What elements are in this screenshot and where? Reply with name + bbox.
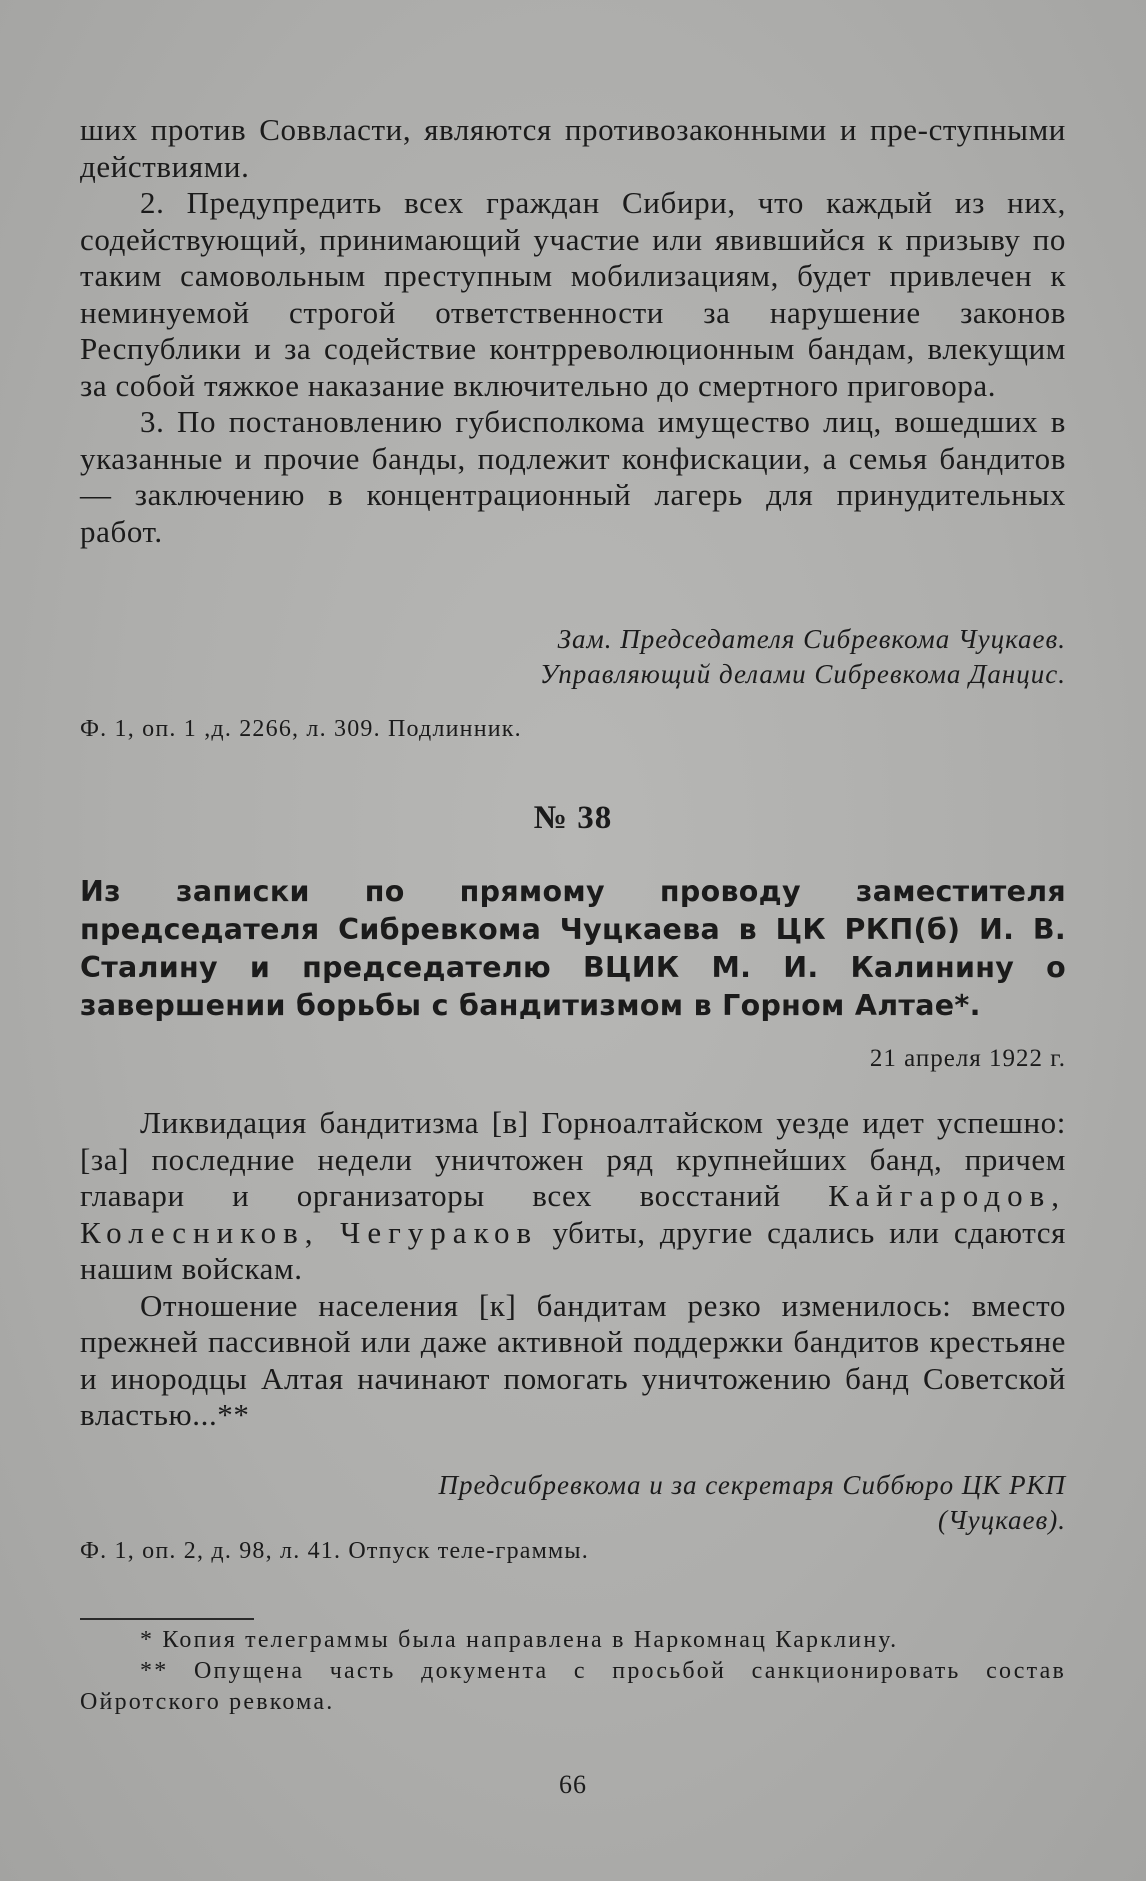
document-body xyxy=(80,1105,1066,1434)
document-title-text: Из записки по прямому проводу заместителя председателя Сибревкома Чуцкаева в ЦК РКП(б) И. В. Сталину и председателю ВЦИК М. И. Калинину о завершении борьбы с бандитизмом в Горном Алтае*. xyxy=(80,875,1066,1022)
document-number xyxy=(80,800,1066,837)
source-reference-2 xyxy=(80,1535,640,1567)
decree-item-2: 2. Предупредить всех граждан Сибири, что каждый из них, содействующий, принимающий участие или явившийся к призыву по таким самовольным преступным мобилизациям, будет привлечен к неминуемой строгой ответственности за нарушение законов Республики и за содействие контрреволюционным бандам, влекущим за собой тяжкое наказание включительно до смертного приговора. xyxy=(80,185,1066,403)
signature-managing-director: Управляющий делами Сибревкома Данцис. xyxy=(539,659,1066,689)
continued-decree-text xyxy=(80,112,1066,550)
document-title xyxy=(80,873,1066,1025)
decree-item-3: 3. По постановлению губисполкома имущество лиц, вошедших в указанные и прочие банды, подлежит конфискации, а семья бандитов — заключению в концентрационный лагерь для принудительных работ. xyxy=(80,404,1066,549)
footnote-1: * Копия телеграммы была направлена в Наркомнац Карклину. xyxy=(140,1627,899,1653)
source-reference-1 xyxy=(80,713,1066,745)
signatures-block-2 xyxy=(80,1468,1066,1538)
body-paragraph-2: Отношение населения [к] бандитам резко изменилось: вместо прежней пассивной или даже активной поддержки бандитов крестьяне и инородцы Алтая начинают помогать уничтожению банд Советской властью...** xyxy=(80,1287,1066,1432)
signature-deputy-chairman: Зам. Председателя Сибревкома Чуцкаев. xyxy=(557,624,1066,654)
document-date xyxy=(80,1045,1066,1073)
footnotes xyxy=(80,1625,1066,1718)
page-number: 66 xyxy=(559,1770,587,1799)
footnote-2: ** Опущена часть документа с просьбой санкционировать состав Ойротского ревкома. xyxy=(80,1658,1066,1715)
body-paragraph-1 xyxy=(80,1105,1066,1288)
document-number-text: № 38 xyxy=(533,800,613,836)
decree-item-continuation: ших против Соввласти, являются противозаконными и пре-ступными действиями. xyxy=(80,112,1066,184)
footnote-divider xyxy=(80,1618,254,1620)
leaders-names: Кайгародов, Колесников, Чегураков xyxy=(80,1178,1066,1250)
signatures-block-1 xyxy=(80,622,1066,692)
signature-chairman-line2: (Чуцкаев). xyxy=(938,1505,1066,1535)
paragraph-1-end: убиты, другие сдались или сдаются нашим войскам. xyxy=(80,1214,1066,1286)
source-reference-2-text: Ф. 1, оп. 2, д. 98, л. 41. Отпуск теле-граммы. xyxy=(80,1538,589,1564)
paragraph-1-start: Ликвидация бандитизма [в] Горноалтайском уезде идет успешно: [за] последние недели уничтожен ряд крупнейших банд, причем главари и организаторы всех восстаний xyxy=(80,1105,1066,1213)
signature-chairman-line1: Предсибревкома и за секретаря Сиббюро ЦК РКП xyxy=(438,1470,1066,1500)
source-reference-text: Ф. 1, оп. 1 ,д. 2266, л. 309. Подлинник. xyxy=(80,716,522,742)
document-date-text: 21 апреля 1922 г. xyxy=(869,1045,1066,1072)
